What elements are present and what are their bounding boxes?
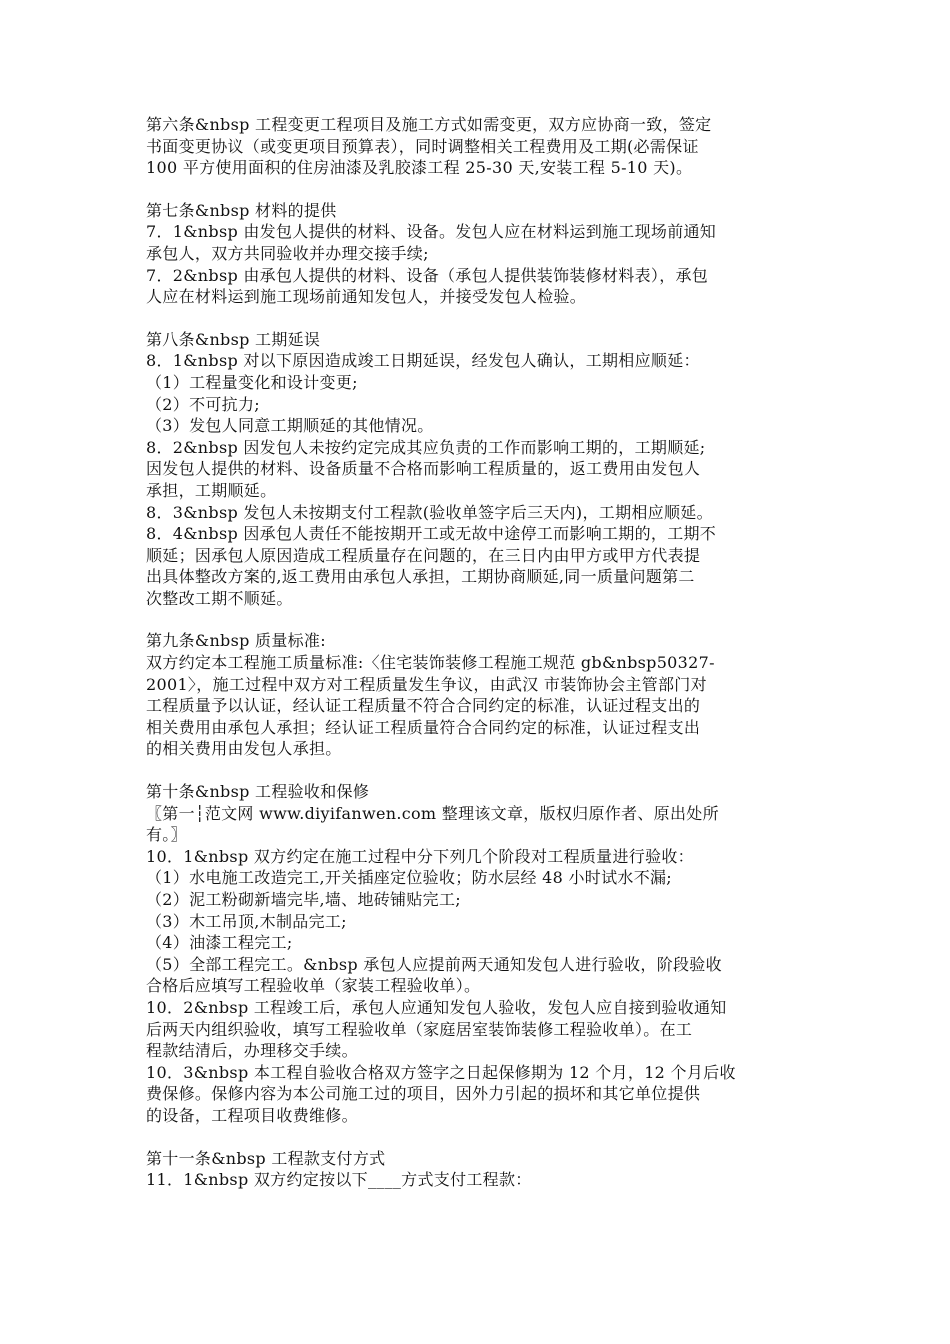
section-heading: 第九条&nbsp 质量标准: bbox=[146, 631, 326, 651]
text-line: （3）木工吊顶,木制品完工; bbox=[146, 911, 347, 931]
text-line: 后两天内组织验收，填写工程验收单（家庭居室装饰装修工程验收单）。在工 bbox=[146, 1019, 693, 1039]
text-line: 10．2&nbsp 工程竣工后，承包人应通知发包人验收，发包人应自接到验收通知 bbox=[146, 997, 727, 1017]
text-line: （2）泥工粉砌新墙完毕,墙、地砖铺贴完工; bbox=[146, 890, 461, 909]
text-line: 费保修。保修内容为本公司施工过的项目，因外力引起的损坏和其它单位提供 bbox=[146, 1084, 701, 1104]
text-line: 程款结清后，办理移交手续。 bbox=[146, 1041, 358, 1061]
text-line: 〖第一┆范文网 www.diyifanwen.com 整理该文章，版权归原作者、原出处所 bbox=[146, 803, 719, 823]
text-line: 顺延；因承包人原因造成工程质量存在问题的，在三日内由甲方或甲方代表提 bbox=[146, 545, 701, 565]
text-line: 7．1&nbsp 由发包人提供的材料、设备。发包人应在材料运到施工现场前通知 bbox=[146, 222, 717, 242]
text-line: 8．4&nbsp 因承包人责任不能按期开工或无故中途停工而影响工期的，工期不 bbox=[146, 524, 717, 544]
section-heading: 第七条&nbsp 材料的提供 bbox=[146, 200, 337, 220]
text-line: （1）水电施工改造完工,开关插座定位验收；防水层经 48 小时试水不漏; bbox=[146, 868, 672, 888]
text-line: 10．1&nbsp 双方约定在施工过程中分下列几个阶段对工程质量进行验收： bbox=[146, 846, 694, 866]
text-line: 11．1&nbsp 双方约定按以下____方式支付工程款： bbox=[146, 1170, 532, 1190]
text-line: 7．2&nbsp 由承包人提供的材料、设备（承包人提供装饰装修材料表），承包 bbox=[146, 265, 709, 285]
section-heading: 第八条&nbsp 工期延误 bbox=[146, 329, 321, 349]
text-line: 合格后应填写工程验收单（家装工程验收单）。 bbox=[146, 976, 481, 996]
text-line: 人应在材料运到施工现场前通知发包人，并接受发包人检验。 bbox=[146, 287, 587, 307]
article-10-acceptance bbox=[146, 781, 806, 1127]
text-line: 10．3&nbsp 本工程自验收合格双方签字之日起保修期为 12 个月，12 个月后收 bbox=[146, 1062, 736, 1082]
text-line: 8．2&nbsp 因发包人未按约定完成其应负责的工作而影响工期的，工期顺延; bbox=[146, 437, 706, 457]
text-line: 的设备，工程项目收费维修。 bbox=[146, 1105, 358, 1125]
text-line: 工程质量予以认证，经认证工程质量不符合合同约定的标准，认证过程支出的 bbox=[146, 696, 701, 716]
text-line: 承包人，双方共同验收并办理交接手续; bbox=[146, 243, 429, 263]
text-line: （2）不可抗力; bbox=[146, 394, 260, 414]
section-heading: 第十一条&nbsp 工程款支付方式 bbox=[146, 1148, 386, 1168]
text-line: 次整改工期不顺延。 bbox=[146, 588, 293, 608]
article-6-change bbox=[146, 114, 806, 179]
article-9-quality bbox=[146, 630, 806, 760]
text-line: 双方约定本工程施工质量标准:〈住宅装饰装修工程施工规范 gb&nbsp50327- bbox=[146, 653, 715, 673]
text-line: 相关费用由承包人承担；经认证工程质量符合合同约定的标准，认证过程支出 bbox=[146, 717, 701, 737]
text-line: 书面变更协议（或变更项目预算表），同时调整相关工程费用及工期(必需保证 bbox=[146, 136, 699, 156]
text-line: 承担，工期顺延。 bbox=[146, 480, 277, 500]
article-8-delay bbox=[146, 329, 806, 610]
text-line: （4）油漆工程完工; bbox=[146, 933, 293, 953]
document-page bbox=[146, 114, 806, 1212]
text-line: 因发包人提供的材料、设备质量不合格而影响工程质量的，返工费用由发包人 bbox=[146, 459, 701, 479]
text-line: 8．3&nbsp 发包人未按期支付工程款(验收单签字后三天内)，工期相应顺延。 bbox=[146, 502, 713, 522]
text-line: （1）工程量变化和设计变更; bbox=[146, 372, 358, 392]
section-heading: 第十条&nbsp 工程验收和保修 bbox=[146, 782, 370, 802]
article-11-payment bbox=[146, 1148, 806, 1191]
text-line: 100 平方使用面积的住房油漆及乳胶漆工程 25-30 天,安装工程 5-10 天)。 bbox=[146, 158, 693, 178]
text-line: （5）全部工程完工。&nbsp 承包人应提前两天通知发包人进行验收，阶段验收 bbox=[146, 954, 722, 974]
text-line: 第六条&nbsp 工程变更工程项目及施工方式如需变更，双方应协商一致，签定 bbox=[146, 115, 712, 134]
article-7-materials bbox=[146, 200, 806, 308]
text-line: 的相关费用由发包人承担。 bbox=[146, 739, 342, 759]
text-line: 2001〉，施工过程中双方对工程质量发生争议，由武汉 市装饰协会主管部门对 bbox=[146, 674, 707, 694]
text-line: 有。〗 bbox=[146, 825, 187, 845]
text-line: 8．1&nbsp 对以下原因造成竣工日期延误，经发包人确认，工期相应顺延： bbox=[146, 351, 700, 371]
text-line: 出具体整改方案的,返工费用由承包人承担，工期协商顺延,同一质量问题第二 bbox=[146, 567, 695, 587]
text-line: （3）发包人同意工期顺延的其他情况。 bbox=[146, 416, 434, 436]
